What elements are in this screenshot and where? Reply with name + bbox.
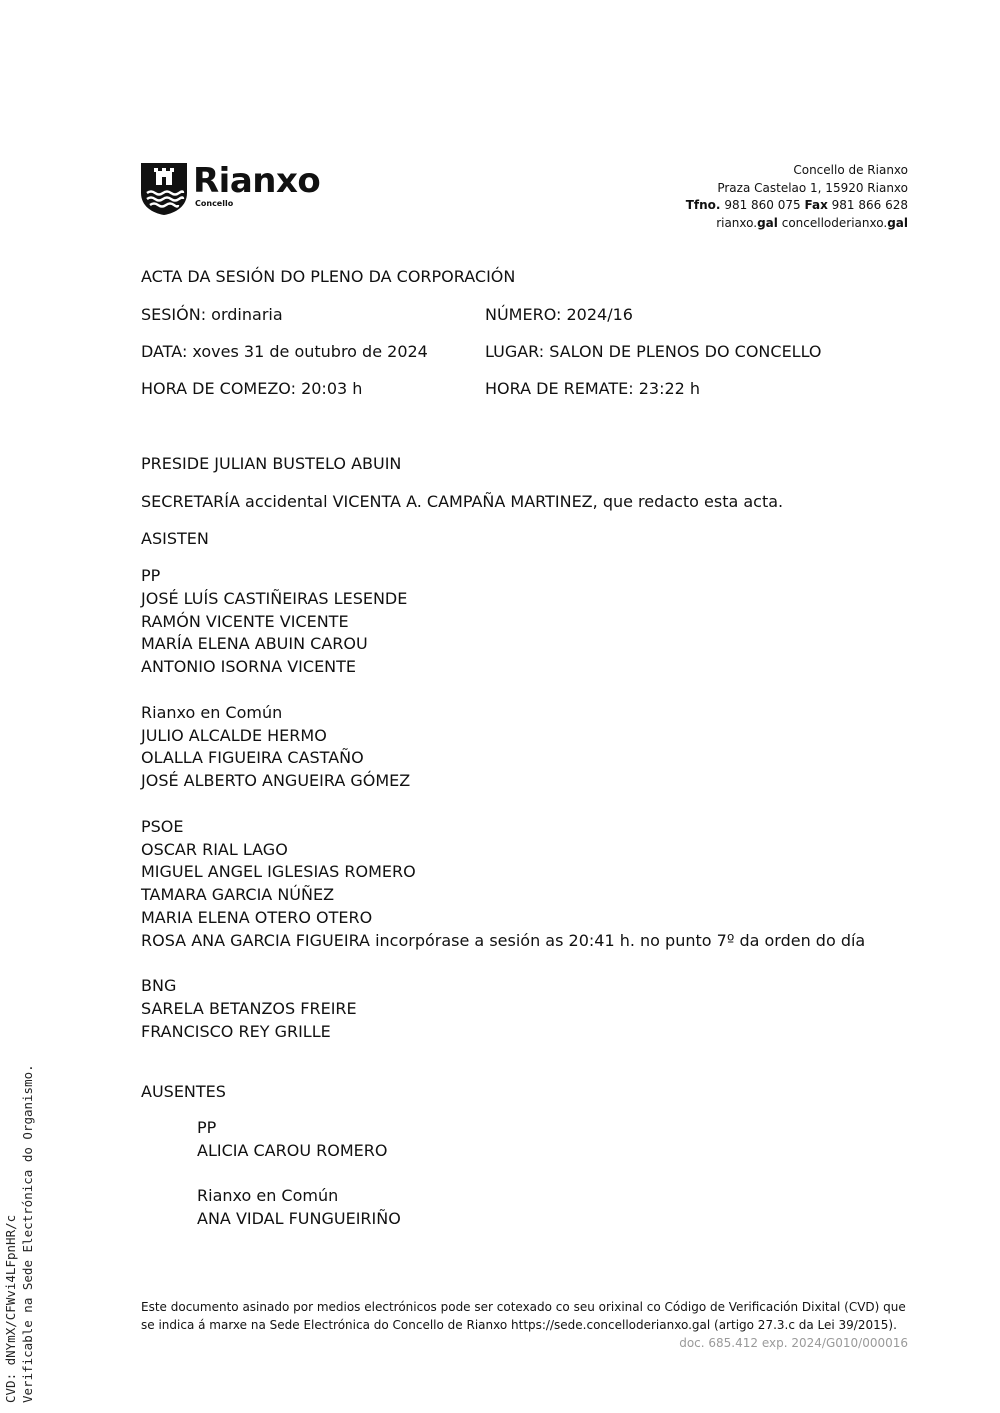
list-item: ALICIA CAROU ROMERO: [197, 1140, 388, 1160]
header-line-address: Praza Castelao 1, 15920 Rianxo: [717, 180, 908, 195]
meta-lugar: LUGAR: SALON DE PLENOS DO CONCELLO: [485, 342, 822, 361]
web1-domain[interactable]: rianxo.: [716, 215, 758, 230]
asisten-list: [141, 565, 865, 1044]
header-line-phone: [686, 197, 908, 215]
list-item: JOSÉ LUÍS CASTIÑEIRAS LESENDE: [141, 588, 408, 608]
web2-tld[interactable]: gal: [887, 215, 908, 230]
web2-domain[interactable]: concelloderianxo.: [781, 215, 888, 230]
list-item: PSOE: [141, 816, 184, 836]
list-item: Rianxo en Común: [197, 1186, 339, 1206]
header-line-web: [686, 215, 908, 233]
header-contact-info: [686, 162, 908, 232]
meta-numero: NÚMERO: 2024/16: [485, 305, 633, 324]
list-item: JOSÉ ALBERTO ANGUEIRA GÓMEZ: [141, 771, 411, 791]
list-item: JULIO ALCALDE HERMO: [141, 725, 327, 745]
list-item: ROSA ANA GARCIA FIGUEIRA incorpórase a sesión as 20:41 h. no punto 7º da orden do día: [141, 930, 866, 950]
cvd-verify-note: Verificable na Sede Electrónica do Organismo.: [20, 1064, 35, 1403]
phone-number: 981 860 075: [724, 198, 801, 212]
list-item: [141, 793, 865, 816]
meta-hora-comezo: HORA DE COMEZO: 20:03 h: [141, 379, 363, 398]
list-item: Rianxo en Común: [141, 702, 283, 722]
phone-label: Tfno.: [685, 198, 721, 212]
meta-data: DATA: xoves 31 de outubro de 2024: [141, 342, 428, 361]
asisten-heading: ASISTEN: [141, 529, 209, 548]
ausentes-list: [197, 1117, 401, 1231]
list-item: OSCAR RIAL LAGO: [141, 839, 288, 859]
logo-subtitle: Concello: [195, 199, 234, 208]
fax-label: Fax: [804, 198, 828, 212]
list-item: FRANCISCO REY GRILLE: [141, 1021, 331, 1041]
cvd-side-margin: [2, 1064, 36, 1403]
fax-number: 981 866 628: [831, 198, 908, 212]
cvd-code: CVD: dNYmX/CFWvi4LFpnHR/c: [3, 1214, 18, 1403]
logo-wordmark: Rianxo: [193, 161, 321, 201]
meta-hora-remate: HORA DE REMATE: 23:22 h: [485, 379, 701, 398]
ausentes-heading: AUSENTES: [141, 1082, 226, 1101]
meta-sesion: SESIÓN: ordinaria: [141, 305, 283, 324]
footer-verification-note: Este documento asinado por medios electrónicos pode ser cotexado co seu orixinal co Código de Verificación Dixital (CVD) que se indica á marxe na Sede Electrónica do Concello de Rianxo https://sede.concelloderianxo.gal (artigo 27.3.c da Lei 39/2015).: [141, 1300, 906, 1332]
list-item: RAMÓN VICENTE VICENTE: [141, 611, 349, 631]
footer-document-reference: doc. 685.412 exp. 2024/G010/000016: [679, 1336, 908, 1350]
list-item: BNG: [141, 976, 177, 996]
document-title: ACTA DA SESIÓN DO PLENO DA CORPORACIÓN: [141, 267, 516, 286]
list-item: SARELA BETANZOS FREIRE: [141, 999, 357, 1019]
list-item: [141, 679, 865, 702]
coat-of-arms-icon: [141, 163, 187, 215]
list-item: ANA VIDAL FUNGUEIRIÑO: [197, 1209, 401, 1229]
web1-tld[interactable]: gal: [757, 215, 778, 230]
list-item: ANTONIO ISORNA VICENTE: [141, 657, 357, 677]
list-item: PP: [197, 1118, 217, 1137]
list-item: [197, 1163, 401, 1186]
list-item: TAMARA GARCIA NÚÑEZ: [141, 885, 335, 905]
header-line-name: Concello de Rianxo: [793, 163, 908, 177]
preside-line: PRESIDE JULIAN BUSTELO ABUIN: [141, 454, 402, 473]
list-item: PP: [141, 566, 161, 585]
secretaria-line: SECRETARÍA accidental VICENTA A. CAMPAÑA MARTINEZ, que redacto esta acta.: [141, 492, 784, 511]
list-item: OLALLA FIGUEIRA CASTAÑO: [141, 748, 364, 768]
list-item: MIGUEL ANGEL IGLESIAS ROMERO: [141, 862, 416, 882]
list-item: [141, 953, 865, 976]
list-item: MARÍA ELENA ABUIN CAROU: [141, 634, 368, 654]
list-item: MARIA ELENA OTERO OTERO: [141, 907, 373, 927]
concello-logo: [141, 163, 346, 215]
